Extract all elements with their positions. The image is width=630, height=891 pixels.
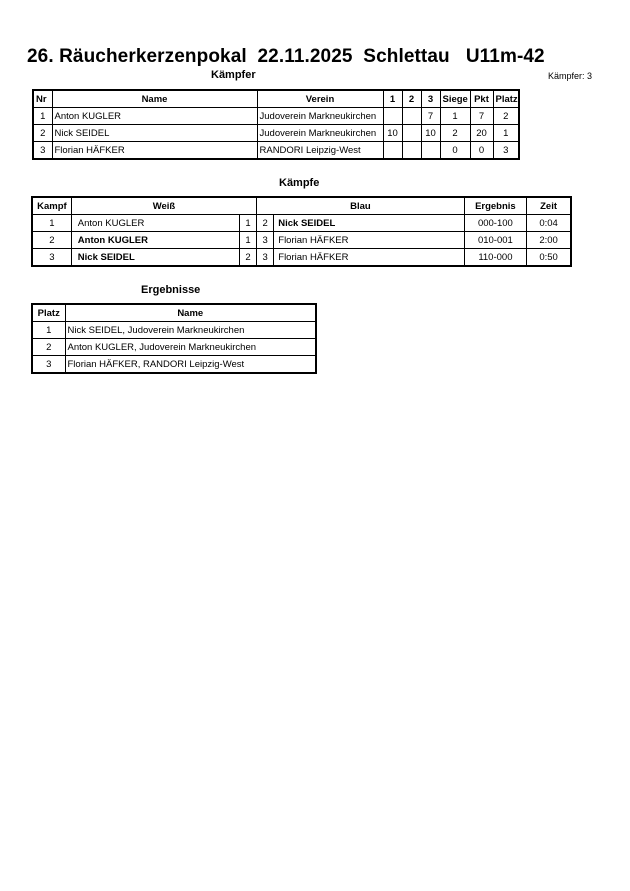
table-row — [33, 108, 519, 125]
fighter-platz: 1 — [493, 125, 519, 142]
fighter-verein: Judoverein Markneukirchen — [257, 108, 383, 125]
result-place: 1 — [32, 322, 65, 339]
result-place: 3 — [32, 356, 65, 374]
fighter-pkt: 0 — [470, 142, 493, 160]
col-header-blau: Blau — [257, 197, 465, 215]
col-header-weiss: Weiß — [71, 197, 256, 215]
table-row — [32, 232, 571, 249]
fighter-nr: 1 — [33, 108, 52, 125]
fight-result: 000-100 — [464, 215, 526, 232]
fighter-pkt: 20 — [470, 125, 493, 142]
col-header-round-1: 1 — [383, 90, 402, 108]
fighter-siege: 1 — [440, 108, 470, 125]
fighter-platz: 3 — [493, 142, 519, 160]
table-row — [32, 249, 571, 267]
fighter-verein: RANDORI Leipzig-West — [257, 142, 383, 160]
fighter-round-3 — [421, 142, 440, 160]
fighter-round-2 — [402, 142, 421, 160]
fight-white-nr: 1 — [240, 232, 257, 249]
fight-result: 010-001 — [464, 232, 526, 249]
results-table — [31, 303, 317, 374]
fighter-name: Nick SEIDEL — [52, 125, 257, 142]
fights-header-row — [32, 197, 571, 215]
fights-section-title: Kämpfe — [279, 177, 320, 189]
col-header-verein: Verein — [257, 90, 383, 108]
col-header-pkt: Pkt — [470, 90, 493, 108]
fight-white-nr: 2 — [240, 249, 257, 267]
col-header-round-2: 2 — [402, 90, 421, 108]
fight-blue-fighter: Florian HÄFKER — [274, 232, 464, 249]
fighter-round-1 — [383, 142, 402, 160]
col-header-zeit: Zeit — [527, 197, 571, 215]
fighter-name: Anton KUGLER — [52, 108, 257, 125]
fight-number: 1 — [32, 215, 71, 232]
fighter-nr: 2 — [33, 125, 52, 142]
col-header-kampf: Kampf — [32, 197, 71, 215]
fighter-pkt: 7 — [470, 108, 493, 125]
fighter-count: Kämpfer: 3 — [548, 71, 593, 81]
table-row — [33, 125, 519, 142]
table-row — [32, 322, 316, 339]
results-header-row — [32, 304, 316, 322]
result-name: Nick SEIDEL, Judoverein Markneukirchen — [65, 322, 316, 339]
fighter-nr: 3 — [33, 142, 52, 160]
results-section-title: Ergebnisse — [141, 284, 201, 296]
fights-table — [31, 196, 572, 267]
fighter-name: Florian HÄFKER — [52, 142, 257, 160]
col-header-platz: Platz — [493, 90, 519, 108]
table-row — [32, 339, 316, 356]
fight-number: 2 — [32, 232, 71, 249]
fight-blue-fighter: Florian HÄFKER — [274, 249, 464, 267]
fighters-table — [32, 89, 520, 160]
fight-white-fighter: Anton KUGLER — [71, 232, 239, 249]
result-name: Florian HÄFKER, RANDORI Leipzig-West — [65, 356, 316, 374]
fight-result: 110-000 — [464, 249, 526, 267]
fighter-round-1 — [383, 108, 402, 125]
result-name: Anton KUGLER, Judoverein Markneukirchen — [65, 339, 316, 356]
fight-time: 0:50 — [527, 249, 571, 267]
fighter-siege: 0 — [440, 142, 470, 160]
col-header-name: Name — [65, 304, 316, 322]
fight-white-nr: 1 — [240, 215, 257, 232]
fighter-round-2 — [402, 125, 421, 142]
table-row — [32, 356, 316, 374]
fighters-section-title: Kämpfer — [211, 69, 256, 81]
fight-time: 0:04 — [527, 215, 571, 232]
col-header-name: Name — [52, 90, 257, 108]
fighter-verein: Judoverein Markneukirchen — [257, 125, 383, 142]
fight-blue-nr: 3 — [257, 232, 274, 249]
col-header-round-3: 3 — [421, 90, 440, 108]
fight-blue-nr: 3 — [257, 249, 274, 267]
fighters-header-row — [33, 90, 519, 108]
table-row — [33, 142, 519, 160]
fighter-round-3: 10 — [421, 125, 440, 142]
fight-blue-nr: 2 — [257, 215, 274, 232]
col-header-siege: Siege — [440, 90, 470, 108]
col-header-nr: Nr — [33, 90, 52, 108]
fighter-siege: 2 — [440, 125, 470, 142]
fighter-platz: 2 — [493, 108, 519, 125]
col-header-ergebnis: Ergebnis — [464, 197, 526, 215]
fighter-round-2 — [402, 108, 421, 125]
page-title: 26. Räucherkerzenpokal 22.11.2025 Schlettau U11m-42 — [27, 46, 545, 67]
fight-white-fighter: Nick SEIDEL — [71, 249, 239, 267]
result-place: 2 — [32, 339, 65, 356]
col-header-platz: Platz — [32, 304, 65, 322]
fight-number: 3 — [32, 249, 71, 267]
fighter-round-1: 10 — [383, 125, 402, 142]
fight-white-fighter: Anton KUGLER — [71, 215, 239, 232]
table-row — [32, 215, 571, 232]
fight-blue-fighter: Nick SEIDEL — [274, 215, 464, 232]
fighter-round-3: 7 — [421, 108, 440, 125]
fight-time: 2:00 — [527, 232, 571, 249]
